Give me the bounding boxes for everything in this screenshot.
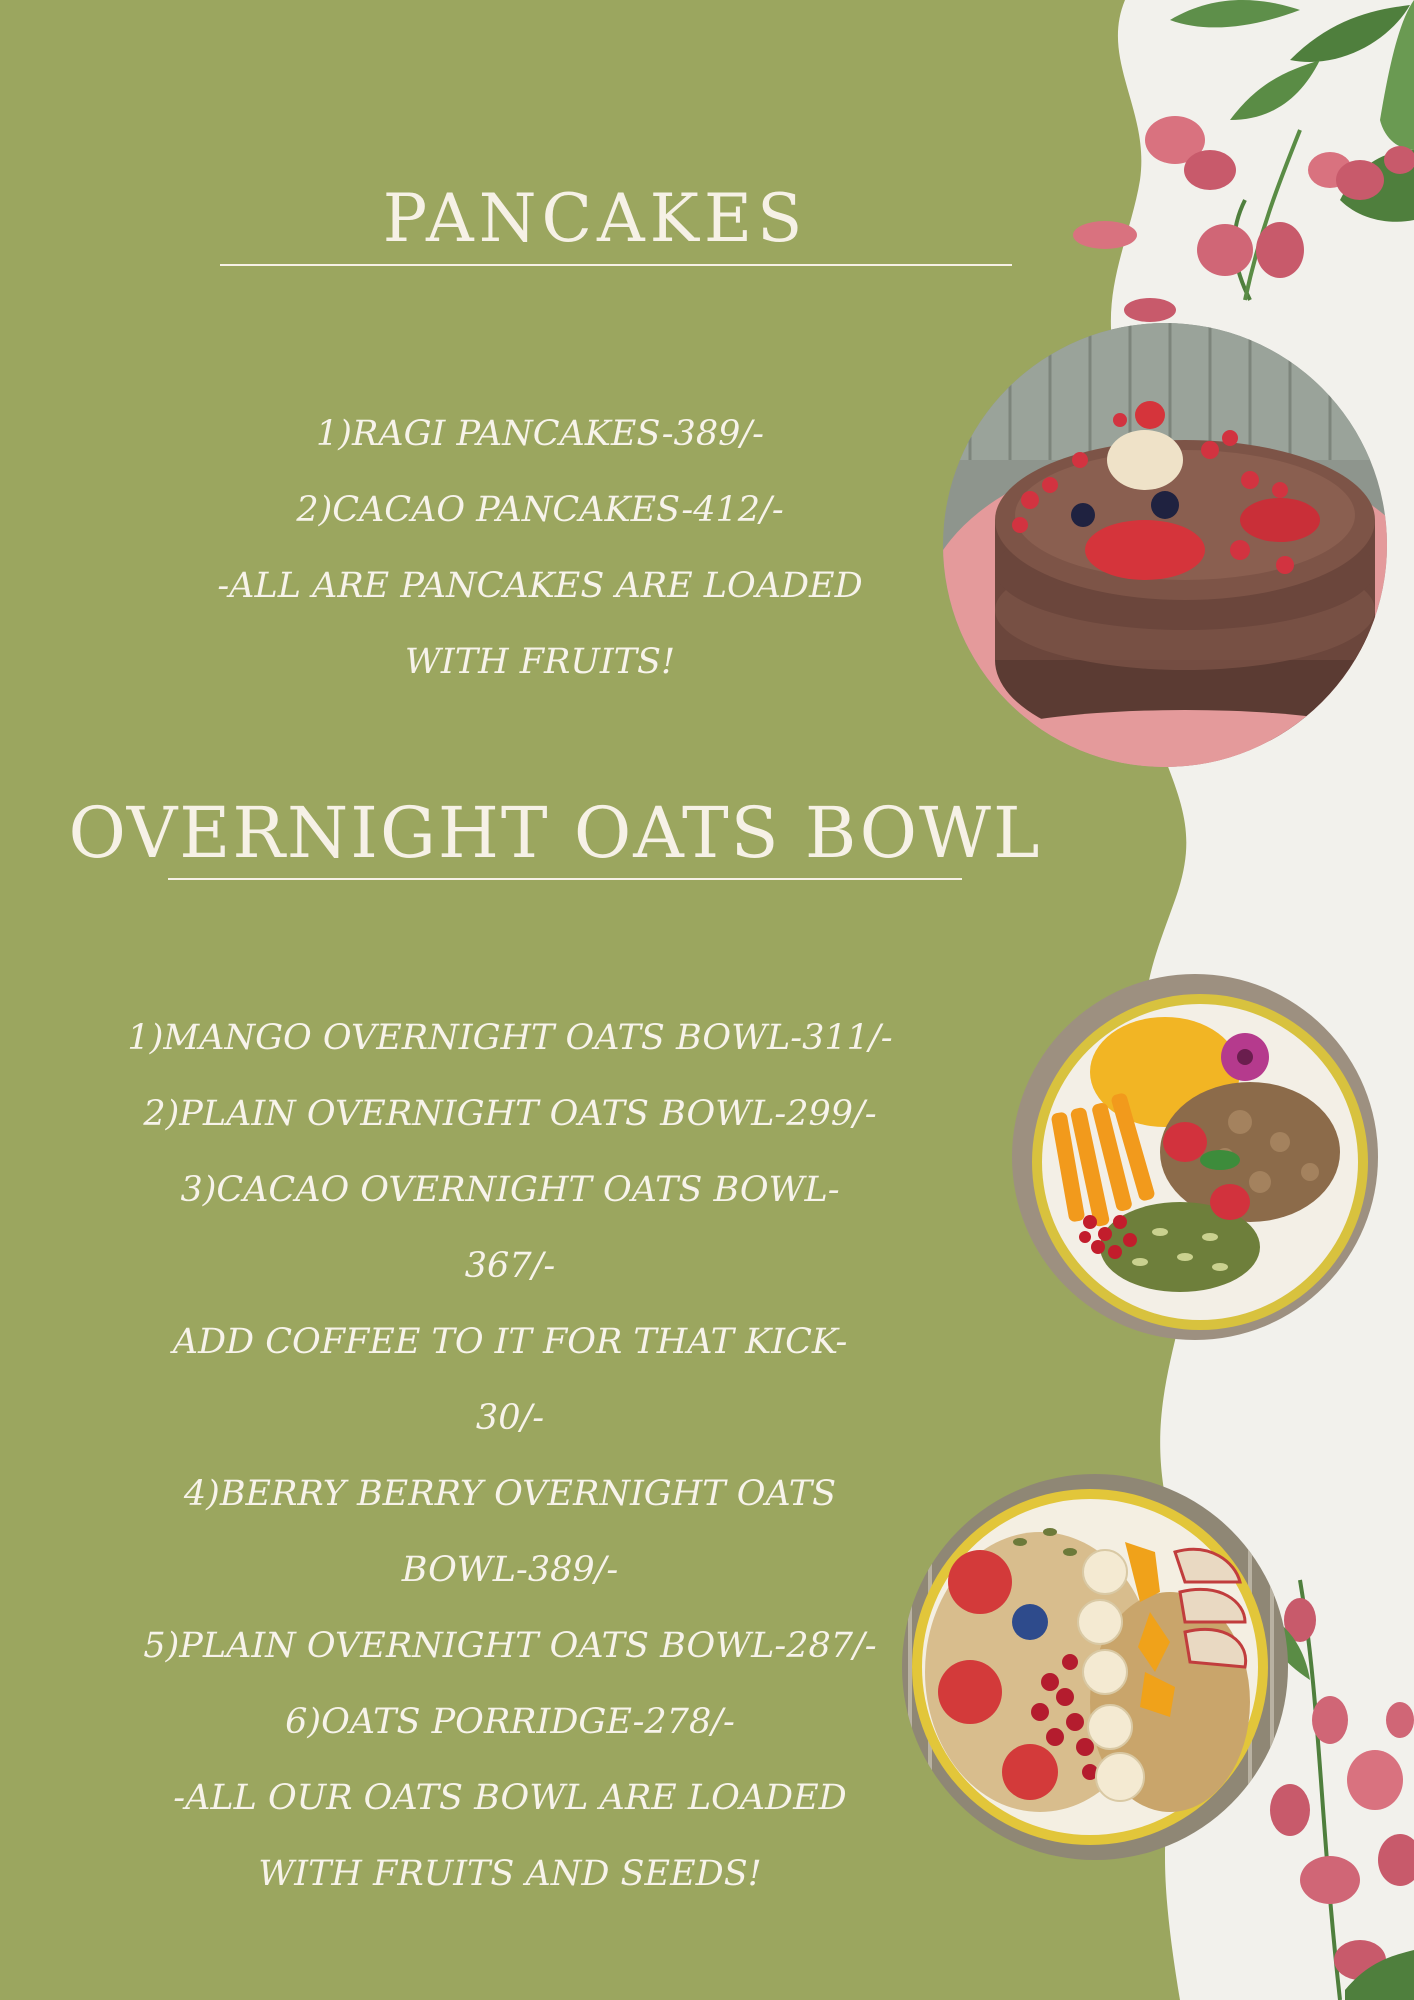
list-item: -ALL OUR OATS BOWL ARE LOADED: [173, 1778, 847, 1818]
list-item: 5)PLAIN OVERNIGHT OATS BOWL-287/-: [143, 1626, 877, 1666]
list-item: 1)MANGO OVERNIGHT OATS BOWL-311/-: [127, 1018, 893, 1058]
pancakes-heading-underline: [220, 264, 1012, 266]
pancakes-list: [150, 396, 930, 700]
mango-oats-bowl-photo: [1010, 972, 1380, 1342]
list-item: ADD COFFEE TO IT FOR THAT KICK-: [172, 1322, 848, 1362]
list-item: BOWL-389/-: [401, 1550, 619, 1590]
list-item: 3)CACAO OVERNIGHT OATS BOWL-: [180, 1170, 840, 1210]
oats-list: [70, 1000, 950, 1912]
list-item: 4)BERRY BERRY OVERNIGHT OATS: [183, 1474, 837, 1514]
pancakes-heading: PANCAKES: [382, 180, 808, 257]
list-item: 2)PLAIN OVERNIGHT OATS BOWL-299/-: [143, 1094, 877, 1134]
list-item: 1)RAGI PANCAKES-389/-: [316, 414, 764, 454]
list-item: 6)OATS PORRIDGE-278/-: [285, 1702, 735, 1742]
list-item: 30/-: [475, 1398, 545, 1438]
list-item: 2)CACAO PANCAKES-412/-: [296, 490, 784, 530]
overnight-oats-heading: OVERNIGHT OATS BOWL: [68, 792, 1042, 874]
list-item: -ALL ARE PANCAKES ARE LOADED: [217, 566, 863, 606]
list-item: 367/-: [464, 1246, 556, 1286]
list-item: WITH FRUITS AND SEEDS!: [258, 1854, 762, 1894]
pancake-stack-photo: [940, 320, 1390, 770]
berry-oats-bowl-photo: [900, 1472, 1290, 1862]
list-item: WITH FRUITS!: [404, 642, 676, 682]
oats-heading-underline: [168, 878, 962, 880]
